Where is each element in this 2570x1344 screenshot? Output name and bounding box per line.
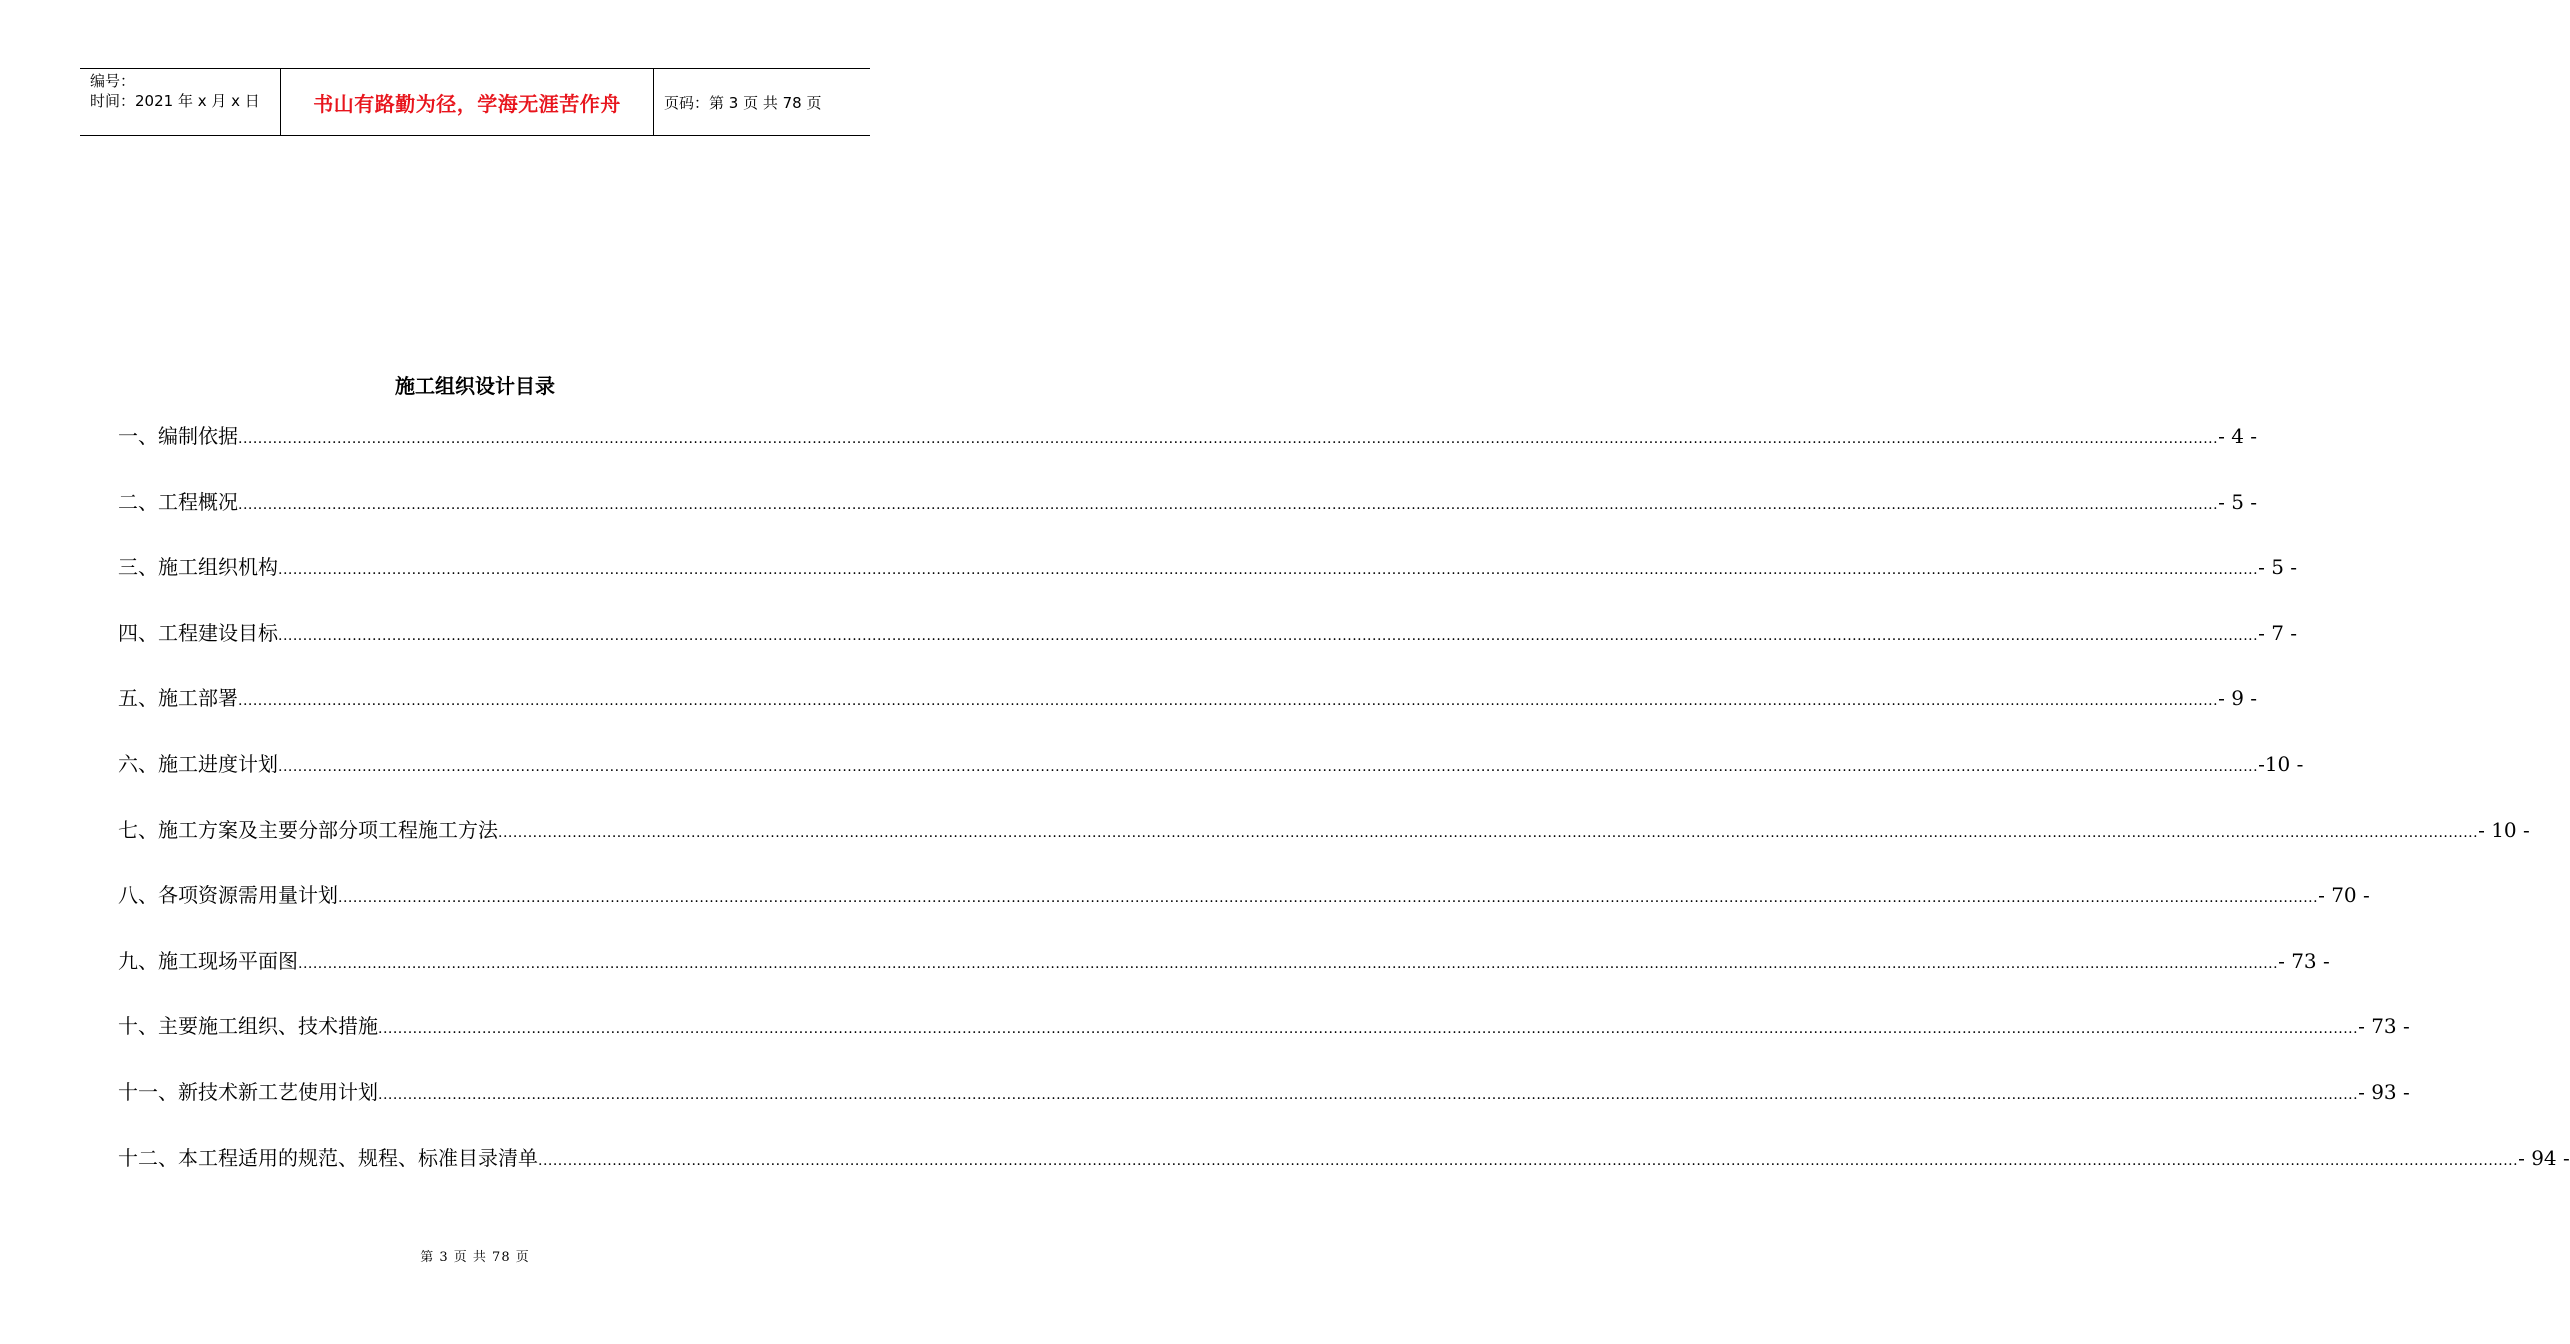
toc-entry-label: 一、编制依据 <box>118 424 238 448</box>
toc-entry[interactable] <box>118 551 2298 617</box>
toc-entry-page: - 94 - <box>2518 1145 2570 1170</box>
toc-entry-page: - 9 - <box>2218 686 2258 711</box>
toc-entry[interactable] <box>118 1076 2410 1142</box>
page-footer: 第 3 页 共 78 页 <box>420 1250 530 1265</box>
toc-entry-page: - 5 - <box>2258 555 2298 580</box>
page-title: 施工组织设计目录 <box>395 374 555 398</box>
toc-leader-dots: ................................................................................................................................................................................................................................................................................................................................................................................................................ <box>378 1086 2359 1103</box>
toc-entry-page: - 70 - <box>2318 883 2370 908</box>
toc-leader-dots: ................................................................................................................................................................................................................................................................................................................................................................................................................ <box>338 890 2319 907</box>
toc-entry-page: -10 - <box>2258 751 2304 776</box>
toc-entry-page: - 4 - <box>2218 424 2258 448</box>
toc-entry-page: - 93 - <box>2358 1079 2410 1104</box>
toc-entry-label: 九、施工现场平面图 <box>118 948 298 973</box>
toc-entry[interactable] <box>118 486 2258 552</box>
toc-entry[interactable] <box>118 1142 2570 1208</box>
toc-entry-page: - 5 - <box>2218 489 2258 514</box>
toc-entry-label: 四、工程建设目标 <box>118 620 278 645</box>
toc-leader-dots: ................................................................................................................................................................................................................................................................................................................................................................................................................ <box>238 431 2219 447</box>
toc-entry-label: 十、主要施工组织、技术措施 <box>118 1014 378 1039</box>
toc-leader-dots: ................................................................................................................................................................................................................................................................................................................................................................................................................ <box>238 496 2219 513</box>
toc-leader-dots: ................................................................................................................................................................................................................................................................................................................................................................................................................ <box>378 1021 2359 1038</box>
number-label: 编号： <box>90 72 136 90</box>
toc-entry-label: 三、施工组织机构 <box>118 555 278 580</box>
toc-entry[interactable] <box>118 879 2370 945</box>
toc-entry[interactable] <box>118 945 2330 1011</box>
toc-leader-dots: ................................................................................................................................................................................................................................................................................................................................................................................................................ <box>498 824 2479 841</box>
toc-entry-label: 二、工程概况 <box>118 489 238 514</box>
header-page-info: 页码：第 3 页 共 78 页 <box>664 93 822 112</box>
toc-leader-dots: ................................................................................................................................................................................................................................................................................................................................................................................................................ <box>238 693 2219 710</box>
toc-entry-label: 十二、本工程适用的规范、规程、标准目录清单 <box>118 1145 538 1170</box>
toc-entry[interactable] <box>118 814 2530 880</box>
toc-entry[interactable] <box>118 748 2304 814</box>
time-label: 时间：2021 年 x 月 x 日 <box>90 92 260 110</box>
toc-leader-dots: ................................................................................................................................................................................................................................................................................................................................................................................................................ <box>278 627 2259 644</box>
toc-entry-page: - 73 - <box>2278 948 2330 973</box>
toc-entry[interactable] <box>118 682 2258 748</box>
toc-entry[interactable] <box>118 1010 2410 1076</box>
document-header <box>80 68 870 136</box>
toc-leader-dots: ................................................................................................................................................................................................................................................................................................................................................................................................................ <box>538 1152 2519 1169</box>
toc-leader-dots: ................................................................................................................................................................................................................................................................................................................................................................................................................ <box>298 955 2279 972</box>
toc-entry-page: - 7 - <box>2258 620 2298 645</box>
header-motto: 书山有路勤为径，学海无涯苦作舟 <box>281 69 654 135</box>
toc-leader-dots: ................................................................................................................................................................................................................................................................................................................................................................................................................ <box>278 758 2259 775</box>
toc-entry[interactable] <box>118 617 2298 683</box>
table-of-contents <box>118 420 2570 1207</box>
toc-entry-label: 七、施工方案及主要分部分项工程施工方法 <box>118 817 498 842</box>
toc-entry-label: 八、各项资源需用量计划 <box>118 883 338 908</box>
toc-entry-page: - 73 - <box>2358 1014 2410 1039</box>
toc-entry-label: 五、施工部署 <box>118 686 238 711</box>
toc-entry-page: - 10 - <box>2478 817 2530 842</box>
header-meta <box>80 69 281 135</box>
toc-entry-label: 十一、新技术新工艺使用计划 <box>118 1079 378 1104</box>
toc-entry-label: 六、施工进度计划 <box>118 751 278 776</box>
toc-entry[interactable] <box>118 420 2258 486</box>
toc-leader-dots: ................................................................................................................................................................................................................................................................................................................................................................................................................ <box>278 562 2259 579</box>
